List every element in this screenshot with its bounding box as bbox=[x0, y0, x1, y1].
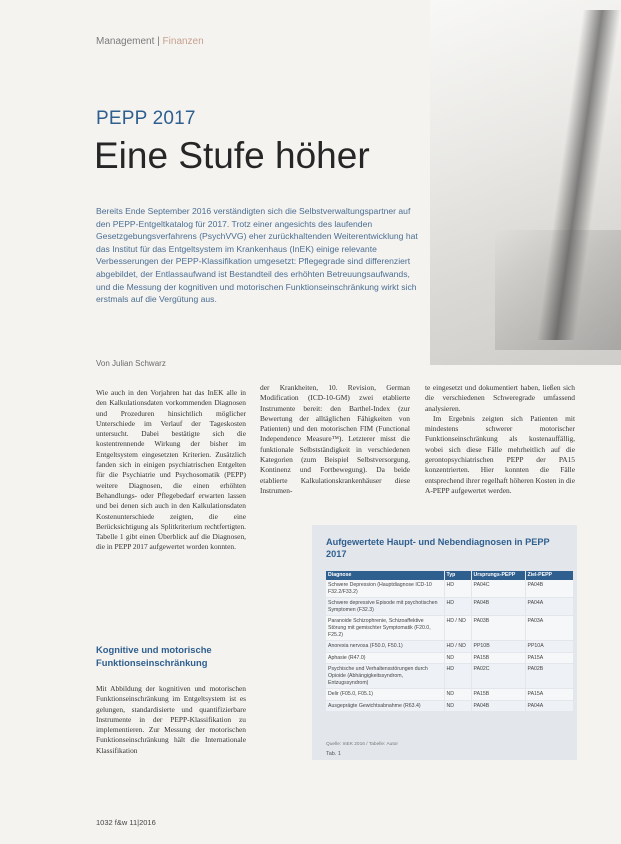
table-row bbox=[326, 664, 573, 689]
body-paragraph: der Krankheiten, 10. Revision, German Modification (ICD-10-GM) zwei etablierte Instrumente bereit: den Barthel-Index (zur Bewertung der alltäglichen Fähigkeiten von Patienten) und den motorischen FIM (Functional Independence Measure™). Letzterer misst die funktionale Selbstständigkeit in verschiedenen Kategorien (zum Beispiel Selbstversorgung, Kontinenz und Fortbewegung). Da beide etablierte Kalkulationskrankenhäuser diese Instrumen- bbox=[260, 383, 410, 495]
table-row bbox=[326, 580, 573, 598]
photo-shadow-corner bbox=[495, 230, 621, 350]
table-cell: PA15B bbox=[471, 652, 525, 664]
table-row bbox=[326, 689, 573, 701]
table-row bbox=[326, 641, 573, 653]
table-cell: Anorexia nervosa (F50.0, F50.1) bbox=[326, 641, 444, 653]
table-source-note: Quelle: InEK 2016 / Tabelle: Autor bbox=[326, 742, 398, 747]
table-header-row bbox=[326, 571, 573, 580]
section-breadcrumb bbox=[96, 36, 204, 47]
table-cell: PA02B bbox=[525, 664, 573, 689]
table-cell: PA15A bbox=[525, 652, 573, 664]
body-column-2 bbox=[260, 383, 410, 496]
table-header-cell: Ziel-PEPP bbox=[525, 571, 573, 580]
table-cell: PA03A bbox=[525, 616, 573, 641]
section-label: Management bbox=[96, 36, 155, 47]
article-lead: Bereits Ende September 2016 verständigten sich die Selbstverwaltungspartner auf den PEPP-Entgeltkatalog für 2017. Trotz einer angesichts des laufenden Gesetzgebungsverfahrens (PsychVVG) eher zurückhaltenden Weiterentwicklung hat das Institut für das Entgeltsystem im Krankenhaus (InEK) einige relevante Verbesserungen der PEPP-Klassifikation umgesetzt: Pflegegrade sind differenziert abgebildet, der Entlassaufwand ist Bestandteil des erhöhten Betreuungsaufwands, und die Messung der kognitiven und motorischen Funktionseinschränkung wirkt sich erstmals auf die Vergütung aus. bbox=[96, 206, 418, 305]
table-cell: ND bbox=[444, 652, 471, 664]
diagnosis-table bbox=[326, 571, 574, 712]
table-cell: PP10B bbox=[471, 641, 525, 653]
article-author: Von Julian Schwarz bbox=[96, 359, 166, 368]
body-paragraph: te eingesetzt und dokumentiert haben, ließen sich die verschiedenen Schweregrade umfassend analysieren. bbox=[425, 383, 575, 413]
table-cell: HD / ND bbox=[444, 641, 471, 653]
article-title: Eine Stufe höher bbox=[94, 135, 370, 176]
table-cell: Paranoide Schizophrenie, Schizoaffektive Störung mit gemischter Symptomatik (F20.0, F25.2) bbox=[326, 616, 444, 641]
table-title: Aufgewertete Haupt- und Nebendiagnosen in PEPP 2017 bbox=[326, 537, 550, 559]
table-header-cell: Diagnose bbox=[326, 571, 444, 580]
article-kicker: PEPP 2017 bbox=[96, 108, 196, 129]
body-column-1 bbox=[96, 388, 246, 553]
table-header-cell: Ursprungs-PEPP bbox=[471, 571, 525, 580]
table-cell: PA15A bbox=[525, 689, 573, 701]
body-paragraph: Mit Abbildung der kognitiven und motorischen Funktionseinschränkung im Entgeltsystem ist es gelungen, standardisierte und quantifizierbare Instrumente in der PEPP-Klassifikation zu implementieren. Zur Messung der motorischen Funktionseinschränkung hält die Internationale Klassifikation bbox=[96, 684, 246, 755]
table-cell: Schwere depressive Episode mit psychotischen Symptomen (F32.3) bbox=[326, 598, 444, 616]
table-row bbox=[326, 598, 573, 616]
table-cell: PA02C bbox=[471, 664, 525, 689]
table-cell: PA04C bbox=[471, 580, 525, 598]
body-column-1-continued bbox=[96, 684, 246, 756]
table-label: Tab. 1 bbox=[326, 751, 341, 757]
body-paragraph: Wie auch in den Vorjahren hat das InEK alle in den Kalkulationsdaten vorkommenden Diagnosen und Prozeduren hinsichtlich möglicher Unterschiede im Verlauf der Tageskosten untersucht. Dabei bestätigte sich die kostentrennende Wirkung der bisher im Entgeltsystem eingesetzten Kriterien. Zusätzlich fanden sich in einigen psychiatrischen Entgelten für die Psychiatrie und Psychosomatik (PEPP) weitere Diagnosen, die einen erhöhten Behandlungs- oder Pflegebedarf erwarten lassen und bei denen sich auch in den Kalkulationsdaten Kostenunterschiede zeigten, die eine Berücksichtigung als Splitkriterium rechtfertigten. Tabelle 1 gibt einen Überblick auf die Diagnosen, die in PEPP 2017 aufgewertet worden konnten. bbox=[96, 388, 246, 552]
table-cell: HD bbox=[444, 580, 471, 598]
page-footer: 1032 f&w 11|2016 bbox=[96, 818, 156, 827]
table-cell: Ausgeprägte Gewichtsabnahme (R63.4) bbox=[326, 700, 444, 712]
breadcrumb-separator: | bbox=[157, 36, 160, 47]
table-cell: Psychische und Verhaltensstörungen durch Opioide (Abhängigkeitssyndrom, Entzugssyndrom) bbox=[326, 664, 444, 689]
category-label: Finanzen bbox=[162, 36, 204, 47]
table-cell: PA03B bbox=[471, 616, 525, 641]
body-paragraph: Im Ergebnis zeigten sich Patienten mit mindestens schwerer motorischer Funktionseinschränkung als kostenauffällig, wobei sich diese Fälle mehrheitlich auf die gerontopsychiatrischen PEPP der PA15 konzentrierten. Hier konnten die Fälle entsprechend ihrer regelhaft höheren Kosten in die A-PEPP aufgewertet werden. bbox=[425, 413, 575, 495]
table-cell: HD bbox=[444, 598, 471, 616]
table-cell: ND bbox=[444, 700, 471, 712]
table-row bbox=[326, 616, 573, 641]
table-cell: Schwere Depression (Hauptdiagnose ICD-10 F32.2/F33.2) bbox=[326, 580, 444, 598]
table-cell: PA04A bbox=[525, 700, 573, 712]
table-cell: PA04B bbox=[525, 580, 573, 598]
body-column-3 bbox=[425, 383, 575, 496]
table-cell: HD / ND bbox=[444, 616, 471, 641]
table-cell: PA04B bbox=[471, 598, 525, 616]
table-cell: PA04A bbox=[525, 598, 573, 616]
table-cell: Delir (F05.0, F05.1) bbox=[326, 689, 444, 701]
table-cell: ND bbox=[444, 689, 471, 701]
table-row bbox=[326, 700, 573, 712]
table-cell: PP10A bbox=[525, 641, 573, 653]
table-header-cell: Typ bbox=[444, 571, 471, 580]
table-row bbox=[326, 652, 573, 664]
table-cell: PA15B bbox=[471, 689, 525, 701]
table-cell: PA04B bbox=[471, 700, 525, 712]
section-subheading: Kognitive und motorische Funktionseinschränkung bbox=[96, 644, 212, 668]
table-cell: HD bbox=[444, 664, 471, 689]
table-cell: Aphasie (R47.0) bbox=[326, 652, 444, 664]
